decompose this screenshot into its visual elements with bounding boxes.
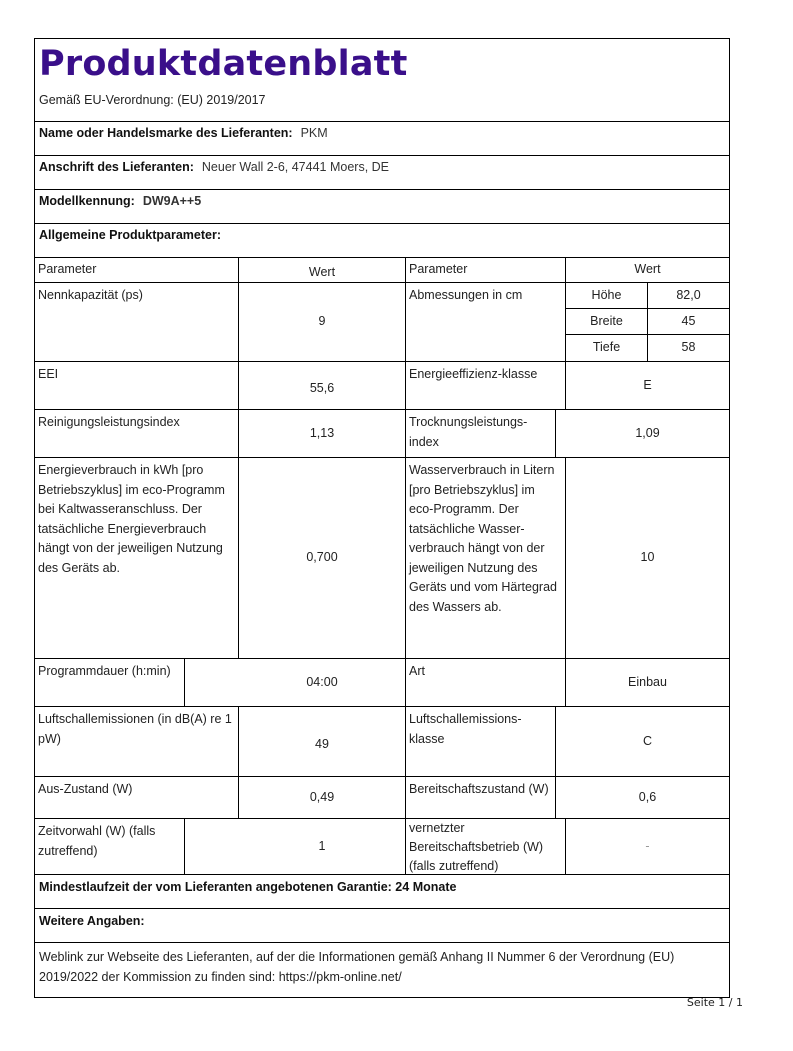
supplier-weblink-text: Weblink zur Webseite des Lieferanten, auf der die Informationen gemäß Anhang II Nummer 6 der Verordnung (EU) 2019/2022 der Kommission zu finden sind: https://pkm-online.net/	[39, 950, 675, 984]
model-value: DW9A++5	[142, 194, 202, 208]
value-cell: 1,13	[239, 410, 406, 457]
value-cell: C	[642, 733, 653, 748]
page-indicator: Seite 1 / 1	[686, 996, 743, 1009]
param-cell: Energieverbrauch in kWh [pro Betriebszyklus] im eco-Programm bei Kaltwasseranschluss. Der tatsächliche Energieverbrauch hängt von der jeweiligen Nutzung des Geräts ab.	[35, 458, 239, 658]
param-cell: Nennkapazität (ps)	[35, 283, 239, 361]
param-cell: EEI	[35, 362, 239, 409]
value-cell: 1	[239, 819, 406, 874]
table-row	[35, 707, 729, 777]
dimensions-subtable	[566, 283, 729, 361]
table-header-row	[35, 258, 729, 283]
param-cell: Energieeffizienz-klasse	[406, 362, 566, 409]
general-params-label: Allgemeine Produktparameter:	[39, 228, 221, 242]
value-cell: 49	[239, 707, 406, 776]
param-cell: Wasserverbrauch in Litern [pro Betriebszyklus] im eco-Programm. Der tatsächliche Wasser-verbrauch hängt von der jeweiligen Nutzung des Geräts und vom Härtegrad des Wassers ab.	[406, 458, 566, 658]
value-cell: 10	[640, 550, 655, 565]
table-row	[35, 777, 729, 819]
header-parameter-1: Parameter	[35, 258, 239, 286]
param-cell: Bereitschaftszustand (W)	[406, 777, 556, 818]
param-cell: Luftschallemissionen (in dB(A) re 1 pW)	[35, 707, 239, 776]
model-row	[35, 190, 729, 224]
value-cell: 9	[239, 283, 406, 361]
param-cell: Luftschallemissions-klasse	[406, 707, 556, 776]
page-title: Produktdatenblatt	[39, 44, 408, 84]
product-data-sheet	[34, 38, 730, 998]
table-row	[35, 819, 729, 875]
supplier-address-row	[35, 156, 729, 190]
header-parameter-2: Parameter	[406, 258, 566, 286]
param-cell: Art	[406, 659, 566, 706]
table-row	[35, 410, 729, 458]
supplier-name-label: Name oder Handelsmarke des Lieferanten:	[39, 126, 293, 140]
table-row	[35, 458, 729, 659]
dim-value-depth: 58	[681, 340, 696, 355]
supplier-name-value: PKM	[300, 126, 328, 140]
further-info-label: Weitere Angaben:	[35, 909, 729, 943]
value-cell: E	[643, 377, 652, 392]
header-value-1: Wert	[239, 258, 406, 286]
value-cell: -	[645, 838, 650, 853]
dim-label-depth: Tiefe	[566, 335, 648, 361]
param-cell: Zeitvorwahl (W) (falls zutreffend)	[35, 819, 185, 874]
param-cell: Programmdauer (h:min)	[35, 659, 185, 706]
param-cell: vernetzter Bereitschaftsbetrieb (W) (falls zutreffend)	[406, 819, 566, 874]
param-cell: Abmessungen in cm	[406, 283, 566, 361]
dim-label-height: Höhe	[566, 283, 648, 309]
warranty-row: Mindestlaufzeit der vom Lieferanten angebotenen Garantie: 24 Monate	[35, 875, 729, 909]
supplier-name-row	[35, 122, 729, 156]
value-cell: Einbau	[628, 674, 667, 689]
supplier-address-label: Anschrift des Lieferanten:	[39, 160, 194, 174]
supplier-address-value: Neuer Wall 2-6, 47441 Moers, DE	[201, 160, 390, 174]
value-cell: 1,09	[635, 425, 660, 440]
regulation-subtitle: Gemäß EU-Verordnung: (EU) 2019/2017	[39, 93, 266, 107]
general-params-row	[35, 224, 729, 258]
value-cell: 04:00	[239, 659, 406, 706]
table-row	[35, 283, 729, 362]
value-cell: 0,49	[239, 777, 406, 818]
value-cell: 55,6	[239, 362, 406, 409]
table-row	[35, 659, 729, 707]
model-label: Modellkennung:	[39, 194, 135, 208]
header-value-2: Wert	[634, 262, 661, 276]
param-cell: Trocknungsleistungs-index	[406, 410, 556, 457]
title-block	[35, 39, 729, 122]
dim-value-width: 45	[648, 309, 729, 335]
dim-label-width: Breite	[566, 309, 648, 335]
dim-value-height: 82,0	[648, 283, 729, 309]
value-cell: 0,700	[239, 458, 406, 658]
param-cell: Aus-Zustand (W)	[35, 777, 239, 818]
param-cell: Reinigungsleistungsindex	[35, 410, 239, 457]
table-row	[35, 362, 729, 410]
value-cell: 0,6	[638, 789, 657, 804]
